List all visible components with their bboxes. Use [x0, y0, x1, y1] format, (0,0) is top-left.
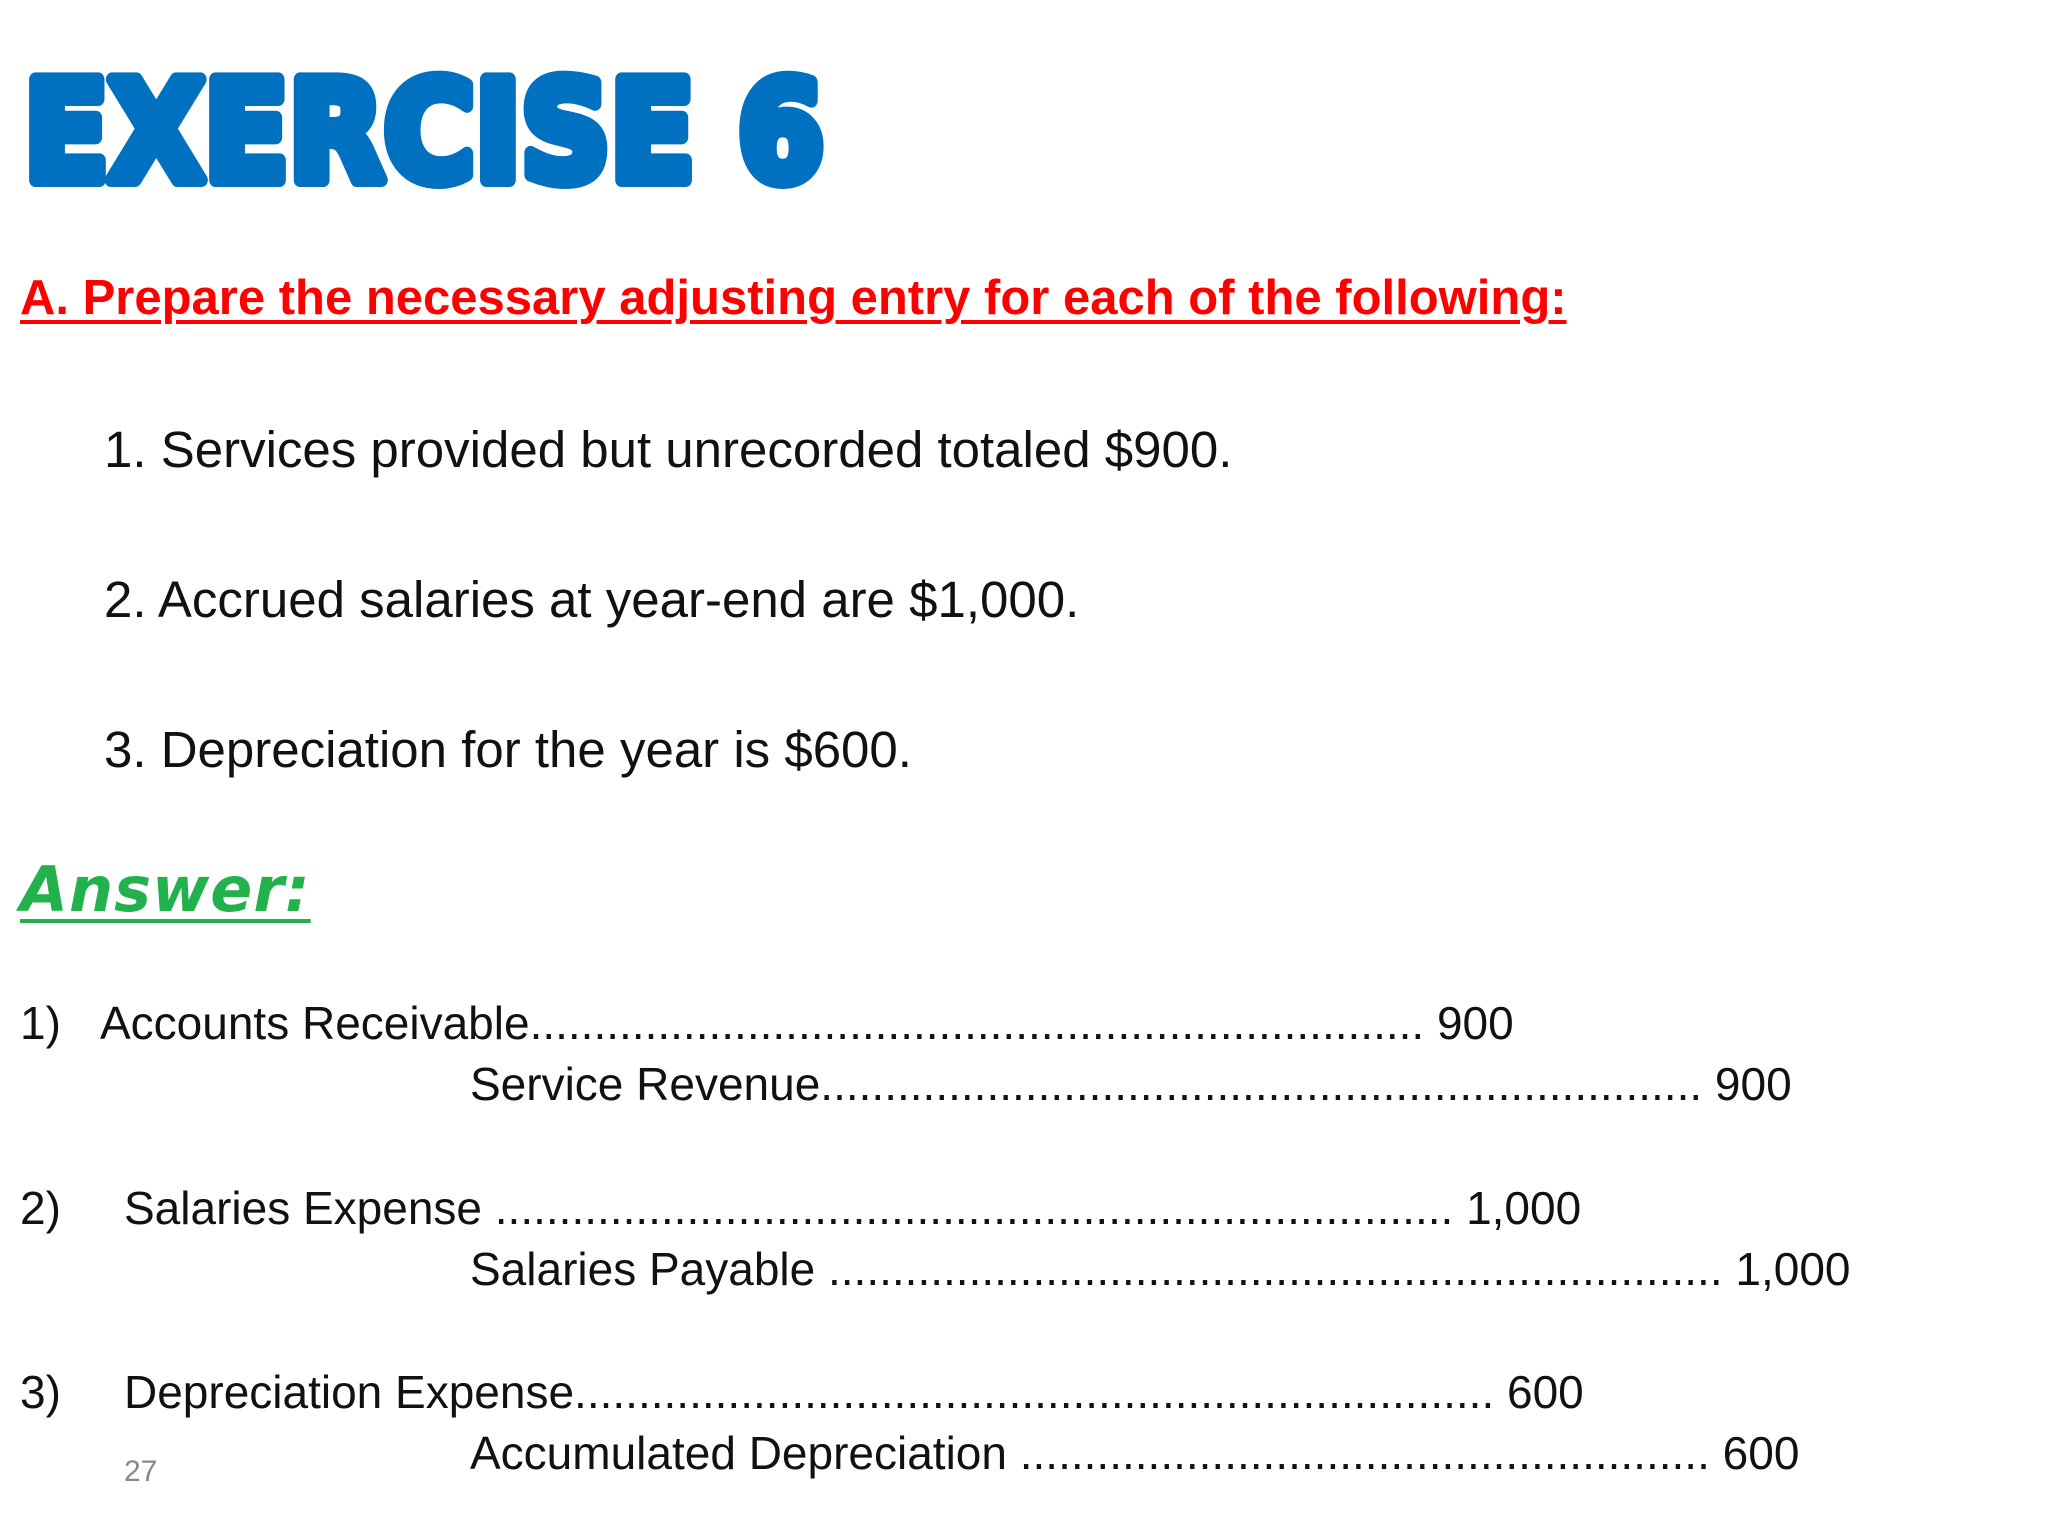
entry-debit-line: Depreciation Expense........................................................................ 600: [124, 1366, 1584, 1418]
entry-number: 1): [20, 997, 61, 1049]
question-item: 1. Services provided but unrecorded totaled $900.: [104, 421, 1233, 478]
section-heading: A. Prepare the necessary adjusting entry for each of the following:: [20, 271, 1567, 325]
answer-label: Answer:: [20, 853, 311, 926]
exercise-title-text: EXERCISE 6: [24, 52, 824, 210]
entry-debit-line: Accounts Receivable...................................................................... 900: [100, 997, 1514, 1049]
entry-debit-line: Salaries Expense ........................................................................... 1,000: [124, 1182, 1582, 1234]
entry-number: 3): [20, 1366, 61, 1418]
entry-number: 2): [20, 1182, 61, 1234]
exercise-title-graphic: [18, 40, 838, 210]
question-item: 3. Depreciation for the year is $600.: [104, 721, 912, 778]
question-list: [104, 420, 1232, 870]
entry-credit-line: Service Revenue..................................................................... 900: [470, 1058, 1792, 1110]
exercise-title: [18, 40, 838, 210]
question-item: 2. Accrued salaries at year-end are $1,000.: [104, 571, 1080, 628]
entry-credit-line: Salaries Payable ...................................................................... 1,000: [470, 1243, 1851, 1295]
page-number: 27: [124, 1455, 158, 1488]
entry-credit-line: Accumulated Depreciation ...................................................... 600: [470, 1427, 1800, 1479]
